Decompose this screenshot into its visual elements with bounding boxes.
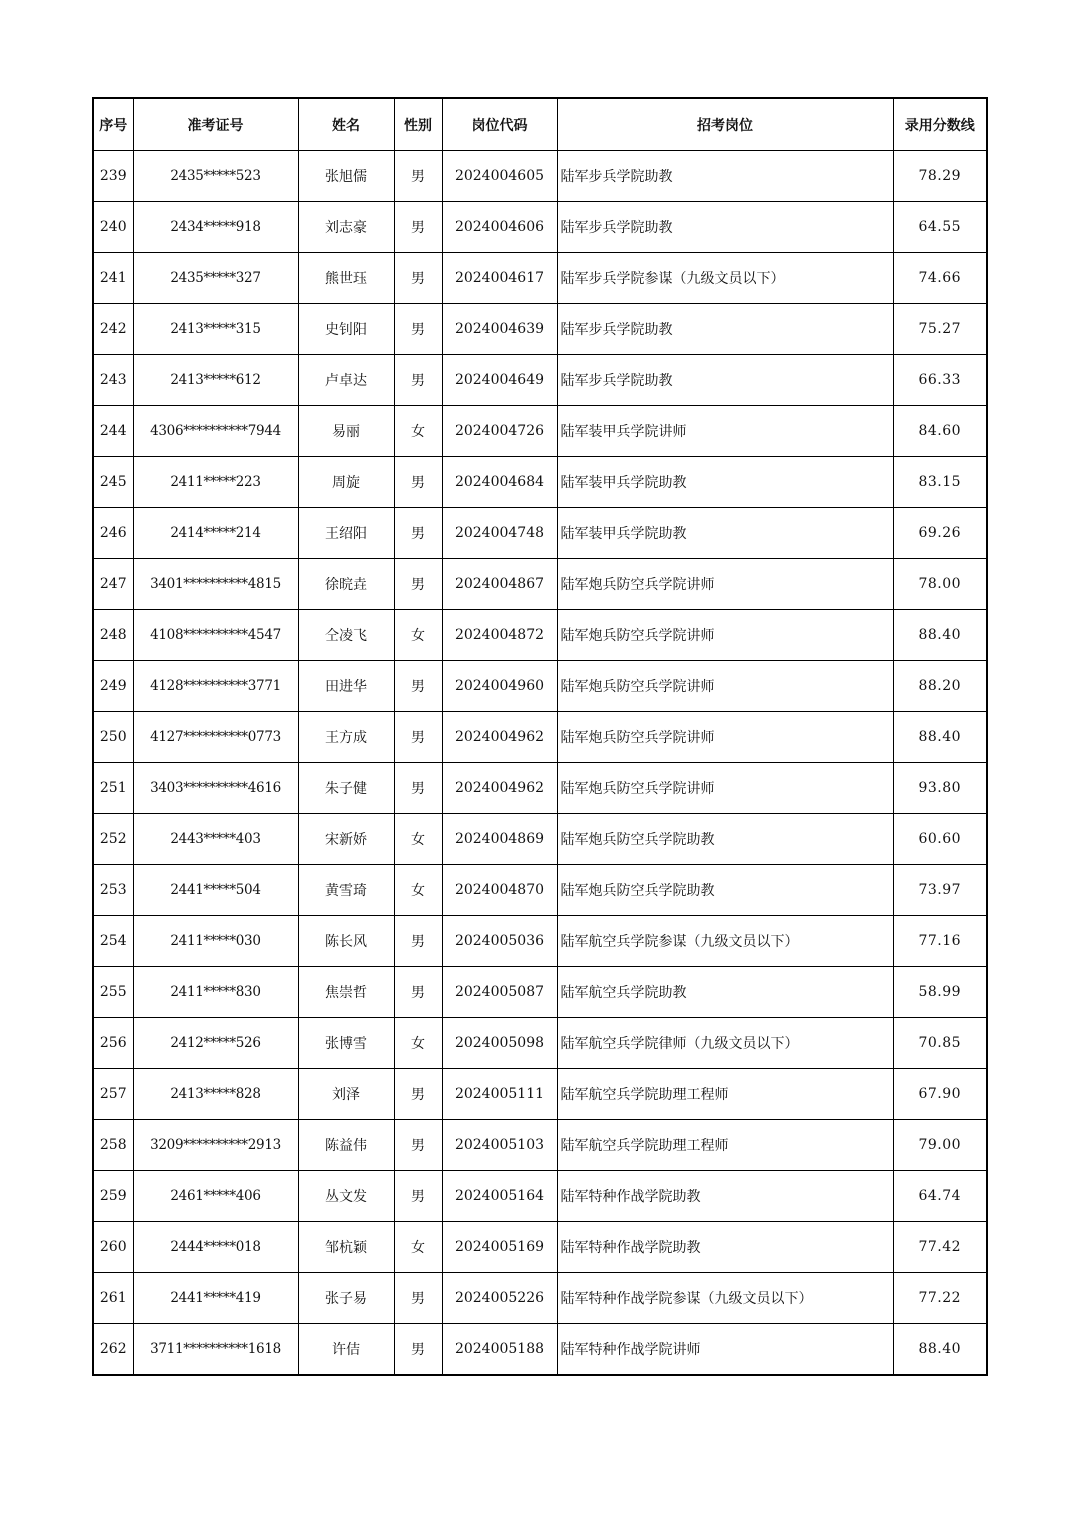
table-row bbox=[93, 1171, 987, 1222]
header-name: 姓名 bbox=[298, 98, 394, 151]
cell-name: 张子易 bbox=[298, 1273, 394, 1324]
cell-score-line: 88.40 bbox=[893, 610, 987, 661]
cell-score-line: 77.16 bbox=[893, 916, 987, 967]
cell-position-code: 2024005103 bbox=[442, 1120, 557, 1171]
cell-score-line: 88.40 bbox=[893, 1324, 987, 1376]
cell-exam-ticket: 3711**********1618 bbox=[133, 1324, 298, 1376]
table-row bbox=[93, 406, 987, 457]
cell-position: 陆军航空兵学院助教 bbox=[557, 967, 893, 1018]
cell-score-line: 88.40 bbox=[893, 712, 987, 763]
cell-exam-ticket: 4108**********4547 bbox=[133, 610, 298, 661]
table-row bbox=[93, 1069, 987, 1120]
cell-serial-number: 255 bbox=[93, 967, 133, 1018]
cell-position: 陆军炮兵防空兵学院讲师 bbox=[557, 763, 893, 814]
cell-serial-number: 259 bbox=[93, 1171, 133, 1222]
cell-gender: 男 bbox=[394, 916, 442, 967]
cell-name: 丛文发 bbox=[298, 1171, 394, 1222]
header-gender: 性别 bbox=[394, 98, 442, 151]
cell-serial-number: 261 bbox=[93, 1273, 133, 1324]
cell-position: 陆军步兵学院参谋（九级文员以下） bbox=[557, 253, 893, 304]
cell-gender: 男 bbox=[394, 457, 442, 508]
cell-exam-ticket: 2413*****315 bbox=[133, 304, 298, 355]
cell-serial-number: 245 bbox=[93, 457, 133, 508]
cell-gender: 男 bbox=[394, 355, 442, 406]
cell-position: 陆军步兵学院助教 bbox=[557, 151, 893, 202]
cell-exam-ticket: 2435*****327 bbox=[133, 253, 298, 304]
cell-position: 陆军特种作战学院助教 bbox=[557, 1171, 893, 1222]
cell-score-line: 70.85 bbox=[893, 1018, 987, 1069]
cell-exam-ticket: 2441*****504 bbox=[133, 865, 298, 916]
cell-position-code: 2024004867 bbox=[442, 559, 557, 610]
cell-gender: 男 bbox=[394, 202, 442, 253]
cell-exam-ticket: 2411*****030 bbox=[133, 916, 298, 967]
cell-position-code: 2024005087 bbox=[442, 967, 557, 1018]
cell-name: 许佶 bbox=[298, 1324, 394, 1376]
cell-serial-number: 248 bbox=[93, 610, 133, 661]
table-row bbox=[93, 202, 987, 253]
cell-score-line: 60.60 bbox=[893, 814, 987, 865]
cell-gender: 男 bbox=[394, 1120, 442, 1171]
table-row bbox=[93, 610, 987, 661]
cell-gender: 男 bbox=[394, 967, 442, 1018]
cell-gender: 男 bbox=[394, 1069, 442, 1120]
table-row bbox=[93, 253, 987, 304]
cell-exam-ticket: 4306**********7944 bbox=[133, 406, 298, 457]
cell-serial-number: 251 bbox=[93, 763, 133, 814]
cell-name: 张旭儒 bbox=[298, 151, 394, 202]
cell-name: 熊世珏 bbox=[298, 253, 394, 304]
table-row bbox=[93, 763, 987, 814]
cell-exam-ticket: 2443*****403 bbox=[133, 814, 298, 865]
cell-score-line: 77.42 bbox=[893, 1222, 987, 1273]
cell-score-line: 66.33 bbox=[893, 355, 987, 406]
cell-score-line: 84.60 bbox=[893, 406, 987, 457]
cell-serial-number: 240 bbox=[93, 202, 133, 253]
cell-gender: 男 bbox=[394, 559, 442, 610]
cell-serial-number: 256 bbox=[93, 1018, 133, 1069]
cell-gender: 女 bbox=[394, 1222, 442, 1273]
cell-exam-ticket: 2411*****830 bbox=[133, 967, 298, 1018]
cell-exam-ticket: 2412*****526 bbox=[133, 1018, 298, 1069]
cell-exam-ticket: 2434*****918 bbox=[133, 202, 298, 253]
cell-score-line: 83.15 bbox=[893, 457, 987, 508]
cell-position: 陆军装甲兵学院助教 bbox=[557, 508, 893, 559]
cell-name: 刘泽 bbox=[298, 1069, 394, 1120]
cell-name: 黄雪琦 bbox=[298, 865, 394, 916]
table-row bbox=[93, 712, 987, 763]
cell-exam-ticket: 2461*****406 bbox=[133, 1171, 298, 1222]
cell-gender: 女 bbox=[394, 406, 442, 457]
cell-gender: 女 bbox=[394, 610, 442, 661]
cell-score-line: 93.80 bbox=[893, 763, 987, 814]
cell-exam-ticket: 4127**********0773 bbox=[133, 712, 298, 763]
cell-gender: 男 bbox=[394, 1171, 442, 1222]
cell-gender: 女 bbox=[394, 1018, 442, 1069]
table-row bbox=[93, 814, 987, 865]
cell-score-line: 74.66 bbox=[893, 253, 987, 304]
cell-name: 卢卓达 bbox=[298, 355, 394, 406]
cell-serial-number: 243 bbox=[93, 355, 133, 406]
cell-name: 易丽 bbox=[298, 406, 394, 457]
cell-exam-ticket: 3401**********4815 bbox=[133, 559, 298, 610]
cell-position-code: 2024004617 bbox=[442, 253, 557, 304]
cell-gender: 男 bbox=[394, 151, 442, 202]
table-row bbox=[93, 1324, 987, 1376]
header-position-code: 岗位代码 bbox=[442, 98, 557, 151]
cell-position: 陆军炮兵防空兵学院讲师 bbox=[557, 661, 893, 712]
cell-exam-ticket: 4128**********3771 bbox=[133, 661, 298, 712]
admission-score-table bbox=[92, 97, 988, 1376]
cell-serial-number: 253 bbox=[93, 865, 133, 916]
cell-position: 陆军炮兵防空兵学院助教 bbox=[557, 814, 893, 865]
cell-position-code: 2024004606 bbox=[442, 202, 557, 253]
cell-name: 周旋 bbox=[298, 457, 394, 508]
cell-position: 陆军炮兵防空兵学院讲师 bbox=[557, 559, 893, 610]
table-body bbox=[93, 151, 987, 1376]
header-exam-ticket: 准考证号 bbox=[133, 98, 298, 151]
cell-position: 陆军装甲兵学院助教 bbox=[557, 457, 893, 508]
cell-gender: 男 bbox=[394, 304, 442, 355]
cell-score-line: 58.99 bbox=[893, 967, 987, 1018]
cell-position-code: 2024005164 bbox=[442, 1171, 557, 1222]
cell-name: 陈长风 bbox=[298, 916, 394, 967]
cell-position: 陆军步兵学院助教 bbox=[557, 304, 893, 355]
cell-position: 陆军步兵学院助教 bbox=[557, 355, 893, 406]
cell-score-line: 64.74 bbox=[893, 1171, 987, 1222]
cell-position: 陆军航空兵学院律师（九级文员以下） bbox=[557, 1018, 893, 1069]
cell-gender: 男 bbox=[394, 253, 442, 304]
cell-position-code: 2024004726 bbox=[442, 406, 557, 457]
cell-position: 陆军步兵学院助教 bbox=[557, 202, 893, 253]
cell-name: 徐晥垚 bbox=[298, 559, 394, 610]
cell-serial-number: 262 bbox=[93, 1324, 133, 1376]
cell-exam-ticket: 2441*****419 bbox=[133, 1273, 298, 1324]
cell-name: 刘志豪 bbox=[298, 202, 394, 253]
cell-serial-number: 254 bbox=[93, 916, 133, 967]
cell-serial-number: 241 bbox=[93, 253, 133, 304]
cell-serial-number: 252 bbox=[93, 814, 133, 865]
table-row bbox=[93, 916, 987, 967]
cell-position: 陆军炮兵防空兵学院讲师 bbox=[557, 610, 893, 661]
table-row bbox=[93, 1222, 987, 1273]
cell-name: 焦崇哲 bbox=[298, 967, 394, 1018]
cell-position-code: 2024004960 bbox=[442, 661, 557, 712]
cell-gender: 男 bbox=[394, 1324, 442, 1376]
cell-position-code: 2024005111 bbox=[442, 1069, 557, 1120]
cell-position-code: 2024004872 bbox=[442, 610, 557, 661]
cell-serial-number: 242 bbox=[93, 304, 133, 355]
cell-exam-ticket: 2414*****214 bbox=[133, 508, 298, 559]
cell-name: 朱子健 bbox=[298, 763, 394, 814]
cell-position-code: 2024004869 bbox=[442, 814, 557, 865]
header-score-line: 录用分数线 bbox=[893, 98, 987, 151]
cell-position-code: 2024004639 bbox=[442, 304, 557, 355]
cell-serial-number: 250 bbox=[93, 712, 133, 763]
cell-position-code: 2024004748 bbox=[442, 508, 557, 559]
cell-position-code: 2024004962 bbox=[442, 712, 557, 763]
cell-position-code: 2024005226 bbox=[442, 1273, 557, 1324]
cell-position-code: 2024004649 bbox=[442, 355, 557, 406]
table-row bbox=[93, 304, 987, 355]
cell-score-line: 88.20 bbox=[893, 661, 987, 712]
table-row bbox=[93, 355, 987, 406]
cell-position-code: 2024004870 bbox=[442, 865, 557, 916]
cell-position-code: 2024004605 bbox=[442, 151, 557, 202]
cell-gender: 女 bbox=[394, 814, 442, 865]
cell-exam-ticket: 3209**********2913 bbox=[133, 1120, 298, 1171]
cell-position: 陆军航空兵学院助理工程师 bbox=[557, 1120, 893, 1171]
cell-score-line: 78.29 bbox=[893, 151, 987, 202]
cell-gender: 男 bbox=[394, 1273, 442, 1324]
cell-score-line: 67.90 bbox=[893, 1069, 987, 1120]
cell-serial-number: 247 bbox=[93, 559, 133, 610]
cell-position: 陆军特种作战学院参谋（九级文员以下） bbox=[557, 1273, 893, 1324]
cell-position-code: 2024005098 bbox=[442, 1018, 557, 1069]
table-row bbox=[93, 151, 987, 202]
cell-serial-number: 249 bbox=[93, 661, 133, 712]
cell-name: 王方成 bbox=[298, 712, 394, 763]
cell-name: 陈益伟 bbox=[298, 1120, 394, 1171]
cell-position-code: 2024004684 bbox=[442, 457, 557, 508]
cell-name: 田进华 bbox=[298, 661, 394, 712]
cell-position: 陆军装甲兵学院讲师 bbox=[557, 406, 893, 457]
cell-name: 张博雪 bbox=[298, 1018, 394, 1069]
cell-position: 陆军炮兵防空兵学院讲师 bbox=[557, 712, 893, 763]
cell-gender: 男 bbox=[394, 712, 442, 763]
cell-position: 陆军炮兵防空兵学院助教 bbox=[557, 865, 893, 916]
cell-name: 王绍阳 bbox=[298, 508, 394, 559]
cell-serial-number: 246 bbox=[93, 508, 133, 559]
cell-score-line: 79.00 bbox=[893, 1120, 987, 1171]
cell-serial-number: 257 bbox=[93, 1069, 133, 1120]
cell-position: 陆军航空兵学院参谋（九级文员以下） bbox=[557, 916, 893, 967]
cell-exam-ticket: 3403**********4616 bbox=[133, 763, 298, 814]
cell-exam-ticket: 2444*****018 bbox=[133, 1222, 298, 1273]
cell-name: 宋新娇 bbox=[298, 814, 394, 865]
table-row bbox=[93, 559, 987, 610]
cell-name: 邹杭颖 bbox=[298, 1222, 394, 1273]
cell-position: 陆军特种作战学院讲师 bbox=[557, 1324, 893, 1376]
cell-score-line: 69.26 bbox=[893, 508, 987, 559]
cell-gender: 男 bbox=[394, 508, 442, 559]
table-row bbox=[93, 1120, 987, 1171]
cell-gender: 女 bbox=[394, 865, 442, 916]
cell-gender: 男 bbox=[394, 661, 442, 712]
header-serial-number: 序号 bbox=[93, 98, 133, 151]
cell-gender: 男 bbox=[394, 763, 442, 814]
cell-exam-ticket: 2435*****523 bbox=[133, 151, 298, 202]
table-row bbox=[93, 661, 987, 712]
cell-position-code: 2024005036 bbox=[442, 916, 557, 967]
table-row bbox=[93, 865, 987, 916]
cell-score-line: 75.27 bbox=[893, 304, 987, 355]
cell-serial-number: 244 bbox=[93, 406, 133, 457]
cell-score-line: 78.00 bbox=[893, 559, 987, 610]
cell-position: 陆军特种作战学院助教 bbox=[557, 1222, 893, 1273]
cell-position-code: 2024005169 bbox=[442, 1222, 557, 1273]
table-header bbox=[93, 98, 987, 151]
table-row bbox=[93, 1018, 987, 1069]
table-row bbox=[93, 457, 987, 508]
cell-exam-ticket: 2413*****828 bbox=[133, 1069, 298, 1120]
cell-serial-number: 239 bbox=[93, 151, 133, 202]
cell-name: 史钊阳 bbox=[298, 304, 394, 355]
cell-name: 仝凌飞 bbox=[298, 610, 394, 661]
cell-position-code: 2024004962 bbox=[442, 763, 557, 814]
cell-score-line: 77.22 bbox=[893, 1273, 987, 1324]
table-row bbox=[93, 508, 987, 559]
cell-exam-ticket: 2413*****612 bbox=[133, 355, 298, 406]
header-position: 招考岗位 bbox=[557, 98, 893, 151]
cell-serial-number: 260 bbox=[93, 1222, 133, 1273]
header-row bbox=[93, 98, 987, 151]
cell-score-line: 73.97 bbox=[893, 865, 987, 916]
cell-serial-number: 258 bbox=[93, 1120, 133, 1171]
cell-exam-ticket: 2411*****223 bbox=[133, 457, 298, 508]
cell-position: 陆军航空兵学院助理工程师 bbox=[557, 1069, 893, 1120]
table-row bbox=[93, 967, 987, 1018]
cell-position-code: 2024005188 bbox=[442, 1324, 557, 1376]
table-row bbox=[93, 1273, 987, 1324]
cell-score-line: 64.55 bbox=[893, 202, 987, 253]
